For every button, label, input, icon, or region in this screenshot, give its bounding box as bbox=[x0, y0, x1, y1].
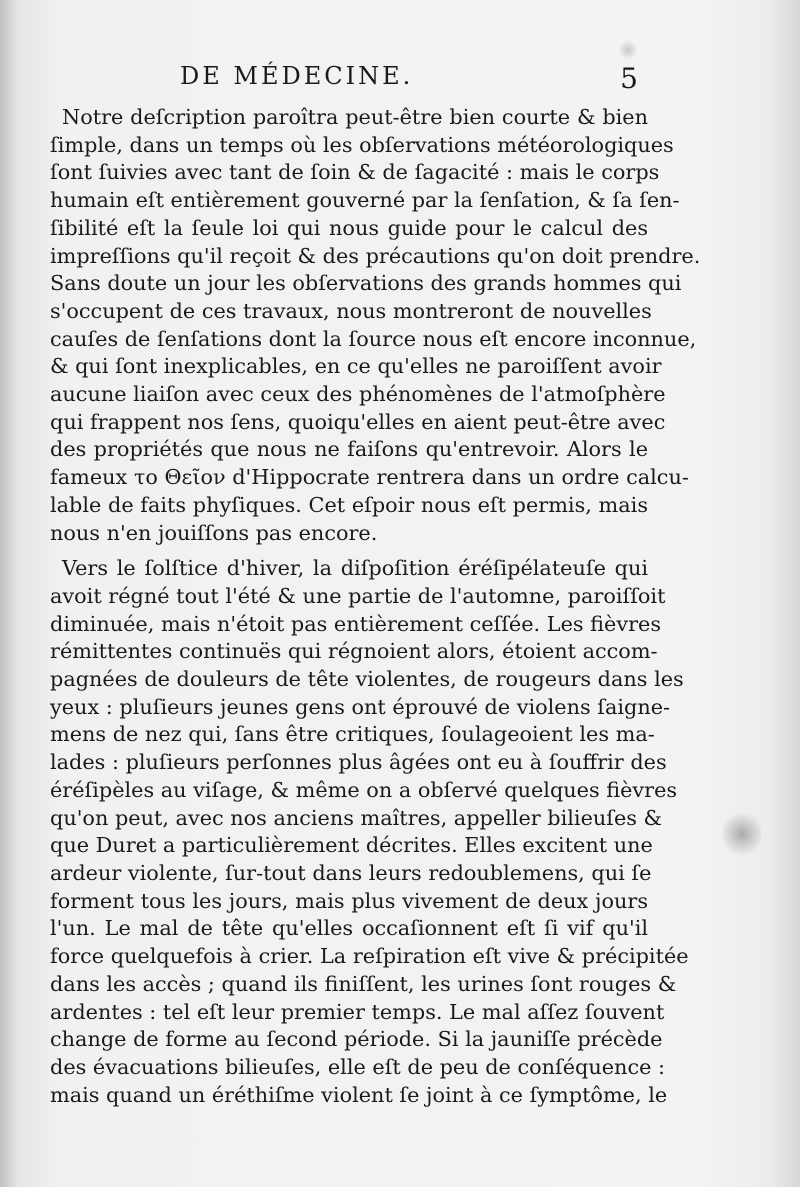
text-line: yeux : pluſieurs jeunes gens ont éprouvé de violens ſaigne- bbox=[50, 694, 671, 719]
text-line: qui frappent nos ſens, quoiqu'elles en aient peut-être avec bbox=[50, 409, 666, 434]
text-line: l'un. Le mal de tête qu'elles occaſionnent eſt ſi vif qu'il bbox=[50, 916, 648, 941]
text-line: rémittentes continuës qui régnoient alors, étoient accom- bbox=[50, 639, 658, 664]
text-line: fameux το Θεῖον d'Hippocrate rentrera dans un ordre calcu- bbox=[50, 465, 689, 490]
text-line: nous n'en jouiſſons pas encore. bbox=[50, 520, 378, 545]
text-line: cauſes de ſenſations dont la ſource nous eſt encore inconnue, bbox=[50, 326, 697, 351]
text-line: & qui ſont inexplicables, en ce qu'elles ne paroiſſent avoir bbox=[50, 354, 662, 379]
text-line: mens de nez qui, ſans être critiques, ſoulageoient les ma- bbox=[50, 722, 655, 747]
text-line: Notre deſcription paroîtra peut-être bien courte & bien bbox=[62, 105, 648, 129]
text-line: force quelquefois à crier. La reſpiration eſt vive & précipitée bbox=[50, 944, 689, 969]
text-line: diminuée, mais n'étoit pas entièrement ceſſée. Les fièvres bbox=[50, 611, 662, 636]
text-line: avoit régné tout l'été & une partie de l'automne, paroiſſoit bbox=[50, 583, 666, 608]
text-line: des propriétés que nous ne faiſons qu'entrevoir. Alors le bbox=[50, 437, 648, 462]
text-line: ſibilité eſt la ſeule loi qui nous guide pour le calcul des bbox=[50, 215, 648, 240]
paragraph bbox=[50, 104, 701, 547]
running-title: DE MÉDECINE. bbox=[180, 62, 414, 90]
text-line: s'occupent de ces travaux, nous montreront de nouvelles bbox=[50, 298, 652, 323]
ink-spot bbox=[618, 40, 638, 60]
text-line: Vers le ſolſtice d'hiver, la diſpoſition éréſipélateuſe qui bbox=[62, 556, 648, 581]
text-line: change de forme au ſecond période. Si la jauniſſe précède bbox=[50, 1027, 663, 1052]
text-line: que Duret a particulièrement décrites. Elles excitent une bbox=[50, 833, 653, 858]
text-line: ſont ſuivies avec tant de ſoin & de ſagacité : mais le corps bbox=[50, 160, 660, 185]
text-line: aucune liaiſon avec ceux des phénomènes de l'atmoſphère bbox=[50, 382, 666, 407]
text-line: pagnées de douleurs de tête violentes, de rougeurs dans les bbox=[50, 667, 684, 692]
text-line: ardeur violente, ſur-tout dans leurs redoublemens, qui ſe bbox=[50, 860, 652, 885]
text-line: impreſſions qu'il reçoit & des précautions qu'on doit prendre. bbox=[50, 243, 701, 268]
text-line: des évacuations bilieuſes, elle eſt de peu de conſéquence : bbox=[50, 1054, 666, 1079]
text-line: ardentes : tel eſt leur premier temps. Le mal aſſez ſouvent bbox=[50, 999, 665, 1024]
text-line: dans les accès ; quand ils finiſſent, les urines ſont rouges & bbox=[50, 971, 677, 996]
text-line: qu'on peut, avec nos anciens maîtres, appeller bilieuſes & bbox=[50, 805, 663, 830]
text-line: lable de faits phyſiques. Cet eſpoir nous eſt permis, mais bbox=[50, 492, 648, 517]
text-line: ſimple, dans un temps où les obſervations météorologiques bbox=[50, 132, 674, 157]
paragraph bbox=[50, 555, 689, 1109]
page-header bbox=[130, 62, 650, 102]
text-line: humain eſt entièrement gouverné par la ſenſation, & ſa ſen- bbox=[50, 188, 680, 213]
page-number: 5 bbox=[620, 62, 638, 95]
text-line: forment tous les jours, mais plus vivement de deux jours bbox=[50, 888, 648, 913]
ink-spot bbox=[722, 810, 762, 858]
text-line: mais quand un éréthiſme violent ſe joint à ce ſymptôme, le bbox=[50, 1082, 668, 1107]
text-line: éréſipèles au viſage, & même on a obſervé quelques fièvres bbox=[50, 777, 678, 802]
text-line: Sans doute un jour les obſervations des grands hommes qui bbox=[50, 271, 682, 296]
body-text bbox=[50, 104, 701, 1109]
text-line: lades : pluſieurs perſonnes plus âgées ont eu à ſouffrir des bbox=[50, 750, 667, 775]
